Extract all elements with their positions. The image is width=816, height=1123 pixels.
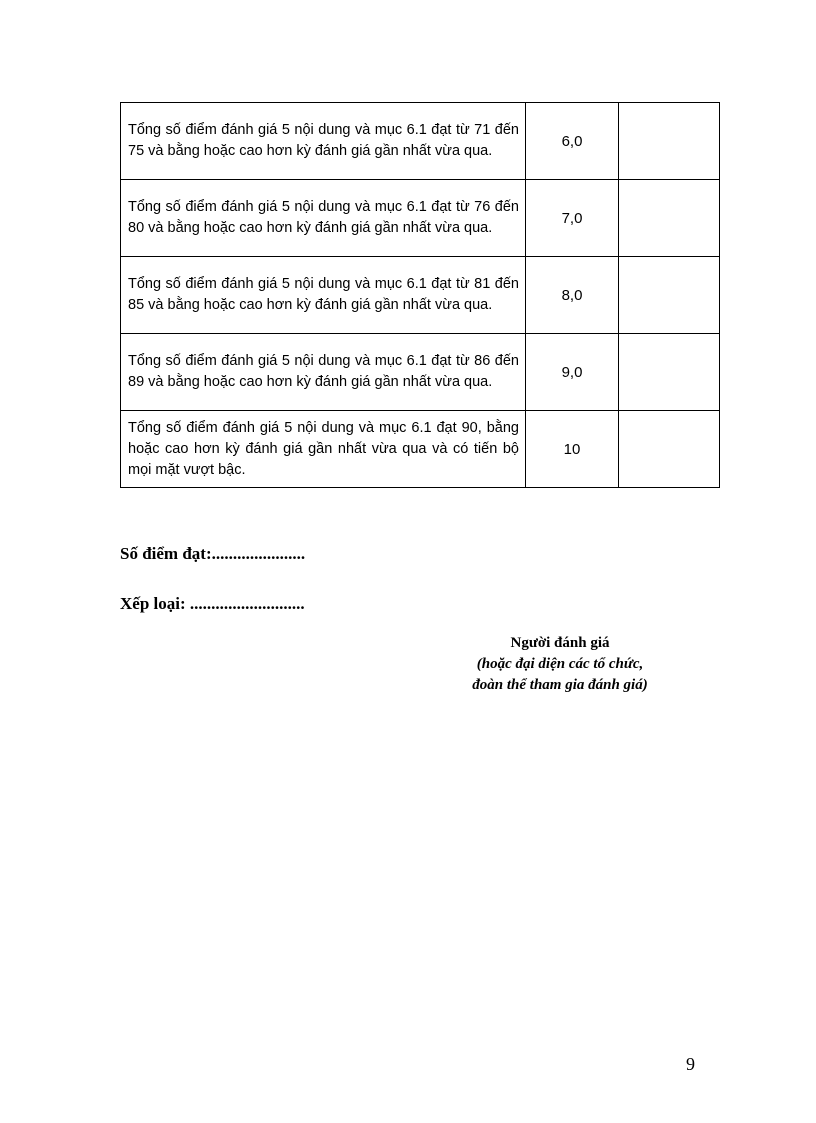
evaluator-title: Người đánh giá [510, 635, 610, 651]
criteria-description: Tổng số điểm đánh giá 5 nội dung và mục 6.1 đạt từ 71 đến 75 và bằng hoặc cao hơn kỳ đánh giá gần nhất vừa qua. [121, 103, 526, 180]
empty-cell [619, 411, 720, 488]
empty-cell [619, 257, 720, 334]
score-value: 8,0 [526, 257, 619, 334]
page-number: 9 [686, 1054, 695, 1074]
evaluator-subtitle-line2: đoàn thể tham gia đánh giá) [472, 677, 648, 693]
score-value: 6,0 [526, 103, 619, 180]
evaluator-subtitle-line1: (hoặc đại diện các tổ chức, [476, 656, 644, 672]
empty-cell [619, 334, 720, 411]
score-achieved-field: Số điểm đạt:...................... [120, 544, 306, 563]
criteria-description: Tổng số điểm đánh giá 5 nội dung và mục 6.1 đạt từ 86 đến 89 và bằng hoặc cao hơn kỳ đánh giá gần nhất vừa qua. [121, 334, 526, 411]
score-value: 10 [526, 411, 619, 488]
grading-table [120, 102, 720, 488]
score-value: 7,0 [526, 180, 619, 257]
criteria-description: Tổng số điểm đánh giá 5 nội dung và mục 6.1 đạt từ 81 đến 85 và bằng hoặc cao hơn kỳ đánh giá gần nhất vừa qua. [121, 257, 526, 334]
table-row [121, 180, 720, 257]
signature-block [430, 633, 690, 696]
empty-cell [619, 103, 720, 180]
criteria-description: Tổng số điểm đánh giá 5 nội dung và mục 6.1 đạt 90, bằng hoặc cao hơn kỳ đánh giá gần nhất vừa qua và có tiến bộ mọi mặt vượt bậc. [121, 411, 526, 488]
table-row [121, 334, 720, 411]
score-value: 9,0 [526, 334, 619, 411]
table-row [121, 257, 720, 334]
classification-field: Xếp loại: ........................... [120, 594, 305, 613]
table-row [121, 103, 720, 180]
empty-cell [619, 180, 720, 257]
table-row [121, 411, 720, 488]
criteria-description: Tổng số điểm đánh giá 5 nội dung và mục 6.1 đạt từ 76 đến 80 và bằng hoặc cao hơn kỳ đánh giá gần nhất vừa qua. [121, 180, 526, 257]
